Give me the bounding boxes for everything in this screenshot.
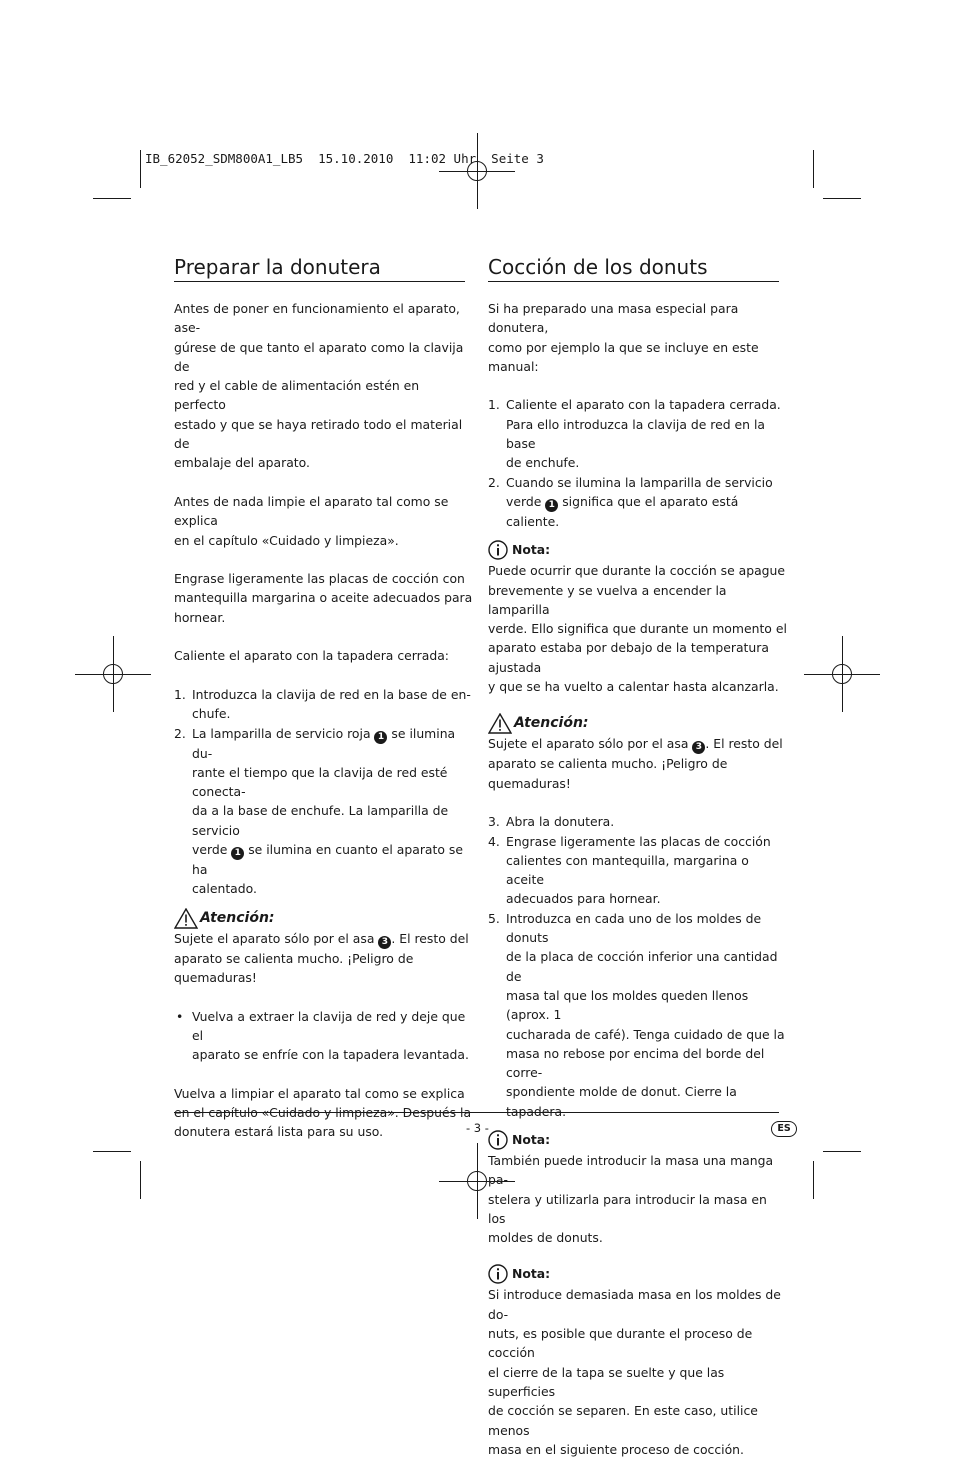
note-label: Nota: (512, 1266, 551, 1282)
crop-mark (823, 198, 861, 199)
crop-mark (140, 1161, 141, 1199)
paragraph: Antes de nada limpie el aparato tal como se explica en el capítulo «Cuidado y limpieza». (174, 493, 449, 548)
registration-mark-left (75, 636, 151, 712)
crop-mark (93, 1151, 131, 1152)
list-text: Engrase ligeramente las placas de cocción calientes con mantequilla, margarina o aceite adecuados para hornear. (506, 833, 771, 907)
right-column (488, 299, 788, 1459)
note-heading (488, 1129, 788, 1151)
list-number: 2. (488, 474, 500, 490)
note-heading (488, 539, 788, 561)
paragraph: Antes de poner en funcionamiento el aparato, ase- gúrese de que tanto el aparato como la clavija de red y el cable de alimentación estén en perfecto estado y que se haya retirado todo el material de embalaje del aparato. (174, 301, 464, 471)
attention-text: Sujete el aparato sólo por el asa (488, 736, 693, 752)
paragraph: Vuelva a limpiar el aparato tal como se explica en el capítulo «Cuidado y limpieza». Después la donutera estará lista para su uso. (174, 1085, 472, 1140)
list-item (488, 473, 788, 532)
list-number: 1. (488, 397, 500, 413)
list-number: 3. (488, 814, 500, 830)
list-number: 5. (488, 910, 500, 926)
registration-mark-top (439, 133, 515, 209)
note-label: Nota: (512, 542, 551, 558)
note-text: Si introduce demasiada masa en los moldes de do- nuts, es posible que durante el proceso de cocción el cierre de la tapa se suelte y que las superficies de cocción se separen. En este caso, utilice menos masa en el siguiente proceso de cocción. (488, 1287, 781, 1457)
list-text: Caliente el aparato con la tapadera cerrada. Para ello introduzca la clavija de red en la base de enchufe. (506, 397, 781, 471)
list-text: se ilumina en cuanto el aparato se ha (192, 842, 463, 878)
attention-label: Atención: (200, 909, 275, 926)
circle-number-1-icon: 1 (231, 847, 244, 860)
circle-number-3-icon: 3 (378, 936, 391, 949)
crop-mark (813, 1161, 814, 1199)
list-item (488, 832, 788, 909)
note-text: Puede ocurrir que durante la cocción se apague brevemente y se vuelva a encender la lamparilla verde. Ello significa que durante un momento el aparato estaba por debajo de la temperatura ajustada y que se ha vuelto a calentar hasta alcanzarla. (488, 563, 787, 695)
circle-number-1-icon: 1 (374, 731, 387, 744)
list-number: 4. (488, 833, 500, 849)
list-text: La lamparilla de servicio roja (192, 725, 375, 741)
crop-mark (823, 1151, 861, 1152)
attention-text: . El resto del (705, 736, 783, 752)
list-item (488, 395, 788, 472)
note-text: También puede introducir la masa una manga pa- stelera y utilizarla para introducir la masa en los moldes de donuts. (488, 1152, 774, 1246)
list-item (174, 724, 474, 899)
attention-text: . El resto del (391, 930, 469, 946)
attention-text: Sujete el aparato sólo por el asa (174, 930, 379, 946)
right-section-title: Cocción de los donuts (488, 255, 708, 279)
list-text: Introduzca en cada uno de los moldes de donuts de la placa de cocción inferior una cantidad de masa tal que los moldes queden llenos (aprox. 1 cucharada de café). Tenga cuidado de que la masa no rebose por encima del borde del corre- spondiente molde de donut. Cierre la tapadera. (506, 910, 785, 1119)
bullet-item (174, 1007, 474, 1065)
attention-text: aparato se calienta mucho. ¡Peligro de quemaduras! (488, 756, 728, 791)
warning-triangle-icon (174, 908, 198, 929)
warning-triangle-icon (488, 713, 512, 734)
circle-number-1-icon: 1 (545, 499, 558, 512)
list-text: Introduzca la clavija de red en la base de en- chufe. (192, 686, 471, 722)
list-text: Abra la donutera. (506, 814, 615, 830)
bullet-text: Vuelva a extraer la clavija de red y deje que el aparato se enfríe con la tapadera levantada. (192, 1008, 469, 1063)
language-badge: ES (771, 1121, 797, 1137)
note-heading (488, 1263, 788, 1285)
list-text: Cuando se ilumina la lamparilla de servicio (506, 474, 773, 490)
paragraph: Engrase ligeramente las placas de cocción con mantequilla margarina o aceite adecuados para hornear. (174, 571, 473, 625)
left-section-title: Preparar la donutera (174, 255, 381, 279)
page-number: - 3 - (466, 1121, 489, 1135)
bullet-icon: • (176, 1008, 184, 1024)
attention-label: Atención: (514, 715, 589, 732)
attention-heading (488, 712, 788, 734)
info-icon (488, 1264, 508, 1284)
paragraph (488, 734, 788, 793)
paragraph: Si ha preparado una masa especial para donutera, como por ejemplo la que se incluye en este manual: (488, 301, 759, 374)
left-column (174, 299, 474, 1142)
crop-mark (93, 198, 131, 199)
list-item (488, 812, 788, 831)
print-slug-line: IB_62052_SDM800A1_LB5 15.10.2010 11:02 Uhr Seite 3 (145, 151, 544, 166)
right-title-rule (488, 281, 779, 282)
list-text: calentado. (192, 881, 257, 897)
note-label: Nota: (512, 1131, 551, 1147)
list-text: se ilumina du- (192, 725, 456, 761)
info-icon (488, 1130, 508, 1150)
attention-text: aparato se calienta mucho. ¡Peligro de quemaduras! (174, 950, 414, 985)
circle-number-3-icon: 3 (692, 741, 705, 754)
list-text: rante el tiempo que la clavija de red esté conecta- da a la base de enchufe. La lamparilla de servicio (192, 764, 449, 838)
list-number: 2. (174, 725, 186, 741)
footer-rule (174, 1112, 779, 1113)
list-item (174, 685, 474, 724)
paragraph: Caliente el aparato con la tapadera cerrada: (174, 648, 449, 664)
info-icon (488, 540, 508, 560)
list-text: significa que el aparato está caliente. (506, 493, 739, 529)
registration-mark-right (804, 636, 880, 712)
list-text: verde (506, 493, 546, 509)
list-text: verde (192, 842, 232, 858)
paragraph (174, 929, 474, 988)
crop-mark (813, 150, 814, 188)
list-item (488, 909, 788, 1121)
attention-heading (174, 907, 474, 929)
crop-mark (140, 150, 141, 188)
left-title-rule (174, 281, 465, 282)
list-number: 1. (174, 686, 186, 702)
